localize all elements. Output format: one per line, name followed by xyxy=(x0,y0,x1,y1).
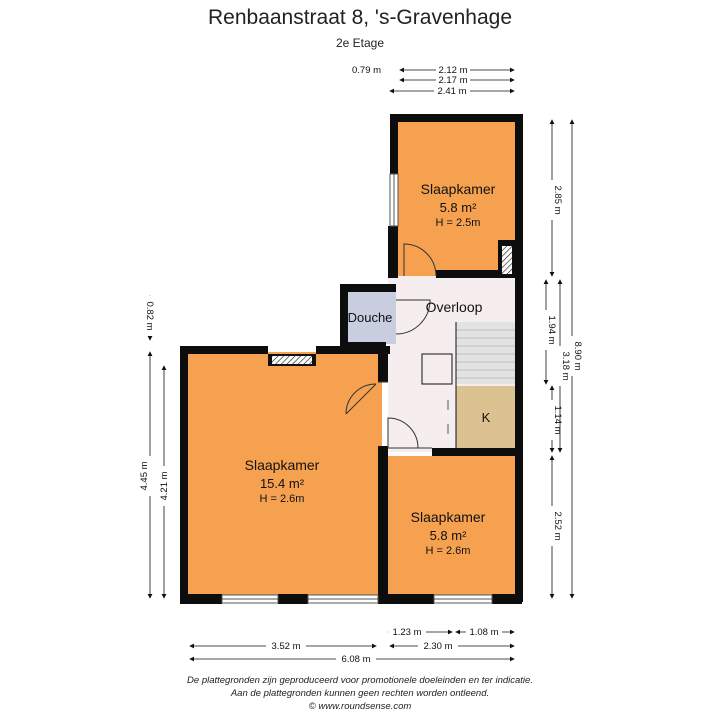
bedroom-bottom-fill xyxy=(388,456,516,598)
bedroom-large-fill xyxy=(186,352,382,598)
bedroom-top-height: H = 2.5m xyxy=(435,217,481,229)
website-line xyxy=(0,701,720,712)
dim-608: 6.08 m xyxy=(341,654,371,665)
floor-subtitle: 2e Etage xyxy=(335,36,385,50)
dim-890: 8.90 m xyxy=(572,341,583,371)
dim-230: 2.30 m xyxy=(423,641,453,652)
dim-212: 2.12 m xyxy=(438,65,468,76)
bedroom-bottom-area: 5.8 m² xyxy=(429,528,467,543)
bedroom-large-name: Slaapkamer xyxy=(244,457,320,473)
dim-079: 0.79 m xyxy=(352,65,382,76)
stairs-fill xyxy=(456,322,516,384)
dim-241: 2.41 m xyxy=(437,86,467,97)
dim-123: 1.23 m xyxy=(392,627,422,638)
dim-114: 1.14 m xyxy=(552,405,563,435)
shower-name: Douche xyxy=(347,310,393,325)
dim-285: 2.85 m xyxy=(552,185,563,215)
dim-445: 4.45 m xyxy=(139,461,150,491)
closet-name: K xyxy=(481,410,491,425)
dim-108: 1.08 m xyxy=(469,627,499,638)
bedroom-top-name: Slaapkamer xyxy=(420,181,496,197)
dim-082: 0.82 m xyxy=(144,301,155,331)
chimney-large-inner xyxy=(272,356,312,364)
bedroom-top-area: 5.8 m² xyxy=(439,200,477,215)
bedroom-large-area: 15.4 m² xyxy=(259,476,305,491)
dim-217: 2.17 m xyxy=(438,75,468,86)
dim-252: 2.52 m xyxy=(552,511,563,541)
landing-name: Overloop xyxy=(425,299,483,315)
bedroom-bottom-height: H = 2.6m xyxy=(425,545,471,557)
chimney-top xyxy=(502,246,512,274)
dim-421: 4.21 m xyxy=(159,471,170,501)
disclaimer-line-2: Aan de plattegronden kunnen geen rechten worden ontleend. xyxy=(230,688,490,699)
website-link[interactable]: www.roundsense.com xyxy=(318,701,412,712)
dim-318: 3.18 m xyxy=(560,351,571,381)
copyright-icon: © xyxy=(308,701,316,712)
dim-194: 1.94 m xyxy=(546,315,557,345)
bedroom-bottom-name: Slaapkamer xyxy=(410,509,486,525)
disclaimer-line-1: De plattegronden zijn geproduceerd voor promotionele doeleinden en ter indicatie. xyxy=(187,675,533,686)
page-title: Renbaanstraat 8, 's-Gravenhage xyxy=(207,6,513,29)
bedroom-large-height: H = 2.6m xyxy=(259,493,305,505)
dim-352: 3.52 m xyxy=(271,641,301,652)
